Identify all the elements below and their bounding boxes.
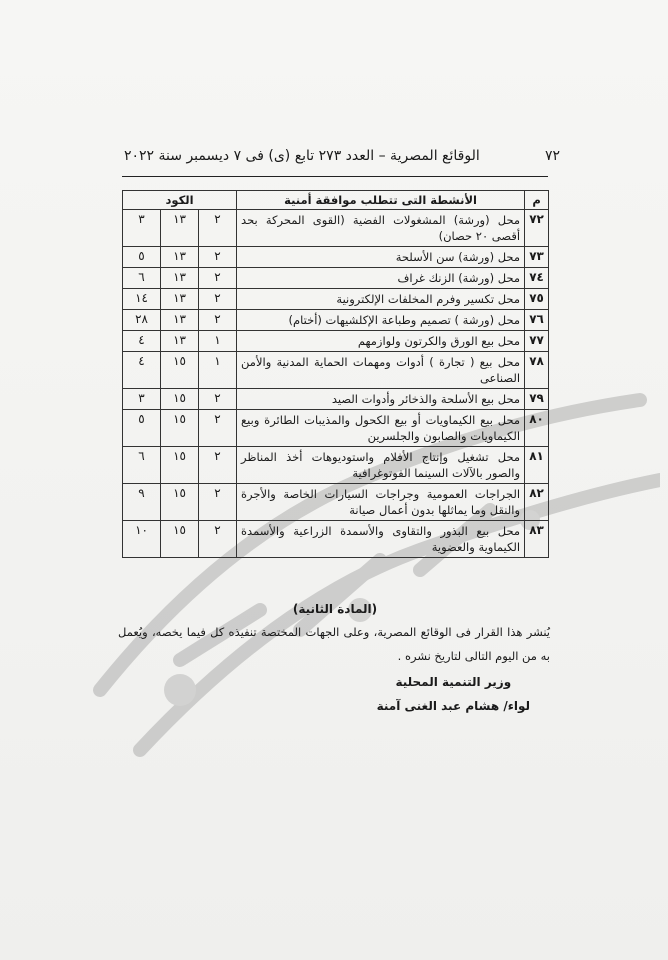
article-body: يُنشر هذا القرار فى الوقائع المصرية، وعلى الجهات المختصة تنفيذه كل فيما يخصه، ويُعمل به من اليوم التالى لتاريخ نشره .	[118, 625, 550, 663]
page-number: ٧٢	[544, 148, 560, 164]
table-row	[123, 331, 549, 352]
row-number: ٨١	[525, 447, 549, 484]
row-activity: محل بيع البذور والتقاوى والأسمدة الزراعية والأسمدة الكيماوية والعضوية	[237, 521, 525, 558]
row-code-1: ٢	[199, 289, 237, 310]
row-code-1: ٢	[199, 247, 237, 268]
table-row	[123, 268, 549, 289]
gazette-title: الوقائع المصرية – العدد ٢٧٣ تابع (ى) فى ٧ ديسمبر سنة ٢٠٢٢	[124, 148, 480, 164]
activities-table	[122, 190, 549, 558]
signature-name: لواء/ هشام عبد الغنى آمنة	[376, 699, 530, 713]
row-code-1: ٢	[199, 389, 237, 410]
row-activity: محل بيع الأسلحة والذخائر وأدوات الصيد	[237, 389, 525, 410]
row-code-1: ١	[199, 331, 237, 352]
row-code-2: ١٣	[161, 289, 199, 310]
row-code-2: ١٥	[161, 521, 199, 558]
row-code-1: ٢	[199, 210, 237, 247]
row-activity: محل بيع ( تجارة ) أدوات ومهمات الحماية المدنية والأمن الصناعى	[237, 352, 525, 389]
row-number: ٧٢	[525, 210, 549, 247]
row-number: ٧٨	[525, 352, 549, 389]
row-code-1: ٢	[199, 310, 237, 331]
col-activity-header: الأنشطة التى تتطلب موافقة أمنية	[237, 191, 525, 210]
row-activity: محل بيع الكيماويات أو بيع الكحول والمذيبات الطائرة وبيع الكيماويات والصابون والجلسرين	[237, 410, 525, 447]
row-code-3: ٥	[123, 247, 161, 268]
table-row	[123, 410, 549, 447]
row-number: ٧٥	[525, 289, 549, 310]
table-row	[123, 289, 549, 310]
signature-role: وزير التنمية المحلية	[395, 675, 512, 689]
row-activity: محل (ورشة) الزنك غراف	[237, 268, 525, 289]
row-number: ٧٧	[525, 331, 549, 352]
signature-block	[377, 670, 530, 718]
row-code-2: ١٥	[161, 484, 199, 521]
col-code-header: الكود	[123, 191, 237, 210]
row-activity: محل (ورشة) سن الأسلحة	[237, 247, 525, 268]
row-number: ٨٠	[525, 410, 549, 447]
table-row	[123, 447, 549, 484]
col-number-header: م	[525, 191, 549, 210]
row-code-1: ٢	[199, 484, 237, 521]
row-code-3: ٣	[123, 210, 161, 247]
row-code-1: ٢	[199, 410, 237, 447]
table-row	[123, 484, 549, 521]
page-header	[124, 148, 560, 164]
row-code-2: ١٥	[161, 352, 199, 389]
row-code-1: ٢	[199, 521, 237, 558]
row-number: ٧٩	[525, 389, 549, 410]
table-row	[123, 310, 549, 331]
row-code-2: ١٣	[161, 247, 199, 268]
table-row	[123, 247, 549, 268]
row-code-1: ٢	[199, 447, 237, 484]
row-code-2: ١٥	[161, 410, 199, 447]
table-row	[123, 389, 549, 410]
row-code-3: ٦	[123, 268, 161, 289]
article-title: (المادة الثانية)	[292, 602, 378, 616]
row-code-2: ١٣	[161, 210, 199, 247]
row-code-2: ١٥	[161, 447, 199, 484]
row-code-3: ٤	[123, 331, 161, 352]
row-activity: الجراجات العمومية وجراجات السيارات الخاصة والأجرة والنقل وما يماثلها بدون أعمال صيانة	[237, 484, 525, 521]
row-activity: محل تشغيل وإنتاج الأفلام واستوديوهات أخذ المناظر والصور بالآلات السينما الفوتوغرافية	[237, 447, 525, 484]
row-activity: محل (ورشة) المشغولات الفضية (القوى المحركة بحد أقصى ٢٠ حصان)	[237, 210, 525, 247]
table-row	[123, 521, 549, 558]
row-code-2: ١٣	[161, 310, 199, 331]
row-code-1: ٢	[199, 268, 237, 289]
row-number: ٨٢	[525, 484, 549, 521]
row-number: ٧٣	[525, 247, 549, 268]
header-divider	[122, 176, 548, 177]
row-activity: محل بيع الورق والكرتون ولوازمهم	[237, 331, 525, 352]
table-header-row	[123, 191, 549, 210]
row-code-2: ١٣	[161, 268, 199, 289]
row-code-3: ٢٨	[123, 310, 161, 331]
row-activity: محل تكسير وفرم المخلفات الإلكترونية	[237, 289, 525, 310]
row-code-3: ٩	[123, 484, 161, 521]
row-code-3: ٥	[123, 410, 161, 447]
row-code-3: ١٤	[123, 289, 161, 310]
row-code-2: ١٥	[161, 389, 199, 410]
row-number: ٧٤	[525, 268, 549, 289]
row-code-3: ٤	[123, 352, 161, 389]
table-row	[123, 210, 549, 247]
table-row	[123, 352, 549, 389]
row-code-3: ١٠	[123, 521, 161, 558]
row-number: ٨٣	[525, 521, 549, 558]
row-activity: محل (ورشة ) تصميم وطباعة الإكلشيهات (أختام)	[237, 310, 525, 331]
row-code-3: ٣	[123, 389, 161, 410]
row-number: ٧٦	[525, 310, 549, 331]
row-code-1: ١	[199, 352, 237, 389]
row-code-2: ١٣	[161, 331, 199, 352]
row-code-3: ٦	[123, 447, 161, 484]
